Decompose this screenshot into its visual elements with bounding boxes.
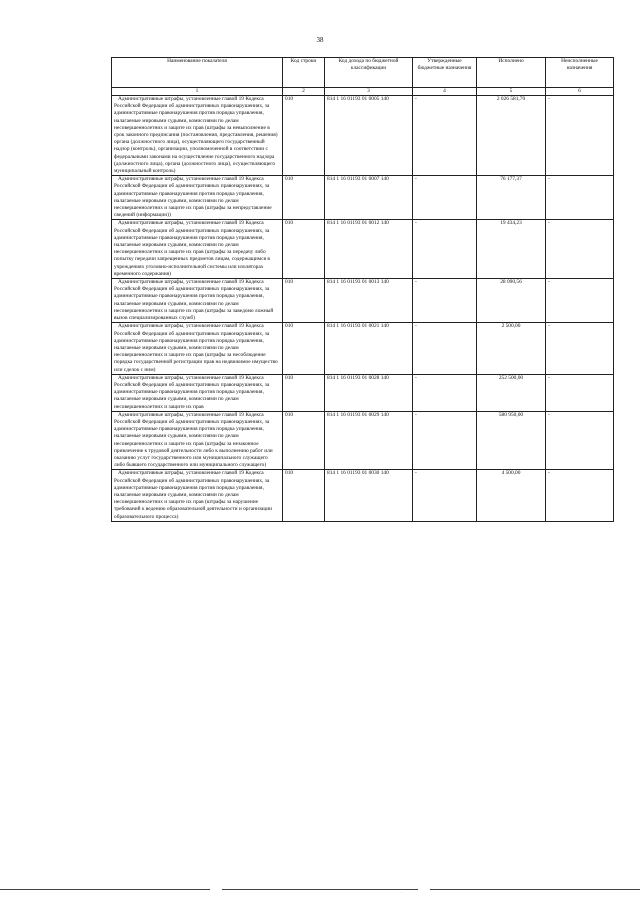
header-row: [112, 58, 614, 88]
executed-value: 4 500,00: [477, 470, 546, 521]
table-row: [112, 411, 614, 470]
footer-rule: [0, 889, 210, 890]
budget-code: 814 1 16 01193 01 0028 140: [325, 374, 413, 411]
line-code: 010: [283, 220, 325, 279]
approved-value: -: [413, 220, 477, 279]
line-code: 010: [283, 96, 325, 176]
executed-value: 76 177,37: [477, 176, 546, 220]
indicator-name: [112, 374, 283, 411]
line-code: 010: [283, 279, 325, 323]
line-code: 010: [283, 176, 325, 220]
budget-code: 814 1 16 01193 01 0012 140: [325, 220, 413, 279]
line-code: 010: [283, 411, 325, 470]
table-row: [112, 279, 614, 323]
approved-value: -: [413, 96, 477, 176]
indicator-text: Административные штрафы, установленные главой 19 Кодекса Российской Федерации об административных правонарушениях, за административные правонарушения против порядка управления, налагаемые мировыми судьями, комиссиями по делам несовершеннолетних и защите их прав (штрафы за незаконное привлечение к трудовой деятельности либо к выполнению работ или оказанию услуг государственного или муниципального служащего либо бывшего государственного или муниципального служащего): [114, 411, 273, 469]
indicator-name: [112, 279, 283, 323]
budget-code: 814 1 16 01193 01 0013 140: [325, 279, 413, 323]
table-row: [112, 374, 614, 411]
budget-code: 814 1 16 01193 01 0007 140: [325, 176, 413, 220]
budget-code: 814 1 16 01193 01 0029 140: [325, 411, 413, 470]
executed-value: 19 434,23: [477, 220, 546, 279]
budget-code: 814 1 16 01193 01 0005 140: [325, 96, 413, 176]
indicator-text: Административные штрафы, установленные главой 19 Кодекса Российской Федерации об административных правонарушениях, за административные правонарушения против порядка управления, налагаемые мировыми судьями, комиссиями по делам несовершеннолетних и защите их прав: [114, 374, 270, 410]
table-row: [112, 220, 614, 279]
executed-value: 252 500,00: [477, 374, 546, 411]
indicator-name: [112, 96, 283, 176]
unexecuted-value: -: [546, 279, 614, 323]
unexecuted-value: -: [546, 176, 614, 220]
executed-value: 2 500,00: [477, 323, 546, 374]
page-footer: [0, 889, 640, 903]
column-number: 2: [283, 88, 325, 96]
approved-value: -: [413, 323, 477, 374]
column-number: 1: [112, 88, 283, 96]
table-row: [112, 96, 614, 176]
approved-value: -: [413, 176, 477, 220]
indicator-name: [112, 220, 283, 279]
executed-value: 580 950,00: [477, 411, 546, 470]
approved-value: -: [413, 470, 477, 521]
income-report-table: [111, 57, 614, 522]
indicator-text: Административные штрафы, установленные главой 19 Кодекса Российской Федерации об административных правонарушениях, за административные правонарушения против порядка управления, налагаемые мировыми судьями, комиссиями по делам несовершеннолетних и защите их прав (штрафы за нарушение требований к ведению образовательной деятельности и организации образовательного процесса): [114, 470, 273, 520]
header-line-code: Код строки: [283, 58, 325, 88]
executed-value: 28 090,56: [477, 279, 546, 323]
unexecuted-value: -: [546, 470, 614, 521]
approved-value: -: [413, 374, 477, 411]
line-code: 010: [283, 470, 325, 521]
footer-mark: · ·: [400, 890, 404, 895]
budget-code: 814 1 16 01193 01 0021 140: [325, 323, 413, 374]
approved-value: -: [413, 411, 477, 470]
indicator-text: Административные штрафы, установленные главой 19 Кодекса Российской Федерации об административных правонарушениях, за административные правонарушения против порядка управления, налагаемые мировыми судьями, комиссиями по делам несовершеннолетних и защите их прав (штрафы за непредставление сведений (информации)): [114, 176, 272, 219]
header-unexecuted: Неисполненные назначения: [546, 58, 614, 88]
line-code: 010: [283, 323, 325, 374]
line-code: 010: [283, 374, 325, 411]
indicator-text: Административные штрафы, установленные главой 19 Кодекса Российской Федерации об административных правонарушениях, за административные правонарушения против порядка управления, налагаемые мировыми судьями, комиссиями по делам несовершеннолетних и защите их прав (штрафы за несоблюдение порядка государственной регистрации прав на недвижимое имущество или сделок с ним): [114, 323, 278, 373]
table-row: [112, 323, 614, 374]
unexecuted-value: -: [546, 323, 614, 374]
column-number: 6: [546, 88, 614, 96]
unexecuted-value: -: [546, 374, 614, 411]
indicator-text: Административные штрафы, установленные главой 19 Кодекса Российской Федерации об административных правонарушениях, за административные правонарушения против порядка управления, налагаемые мировыми судьями, комиссиями по делам несовершеннолетних и защите их прав (штрафы за передачу либо попытку передачи запрещенных предметов лицам, содержащимся в учреждениях уголовно-исполнительной системы или изоляторах временного содержания): [114, 220, 270, 277]
indicator-name: [112, 176, 283, 220]
header-executed: Исполнено: [477, 58, 546, 88]
footer-rule: [222, 889, 418, 890]
indicator-name: [112, 411, 283, 470]
header-budget-code: Код дохода по бюджетной классификации: [325, 58, 413, 88]
header-approved: Утвержденные бюджетные назначения: [413, 58, 477, 88]
column-number: 5: [477, 88, 546, 96]
unexecuted-value: -: [546, 220, 614, 279]
indicator-name: [112, 323, 283, 374]
indicator-text: Административные штрафы, установленные главой 19 Кодекса Российской Федерации об административных правонарушениях, за административные правонарушения против порядка управления, налагаемые мировыми судьями, комиссиями по делам несовершеннолетних и защите их прав (штрафы за невыполнение в срок законного предписания (постановления, представления, решения) органа (должностного лица), осуществляющего государственный надзор (контроль), организации, уполномоченной в соответствии с федеральными законами на осуществление государственного надзора (должностного лица), органа (должностного лица), осуществляющего муниципальный контроль): [114, 96, 278, 175]
executed-value: 2 026 581,70: [477, 96, 546, 176]
indicator-text: Административные штрафы, установленные главой 19 Кодекса Российской Федерации об административных правонарушениях, за административные правонарушения против порядка управления, налагаемые мировыми судьями, комиссиями по делам несовершеннолетних и защите их прав (штрафы за заведомо ложный вызов специализированных служб): [114, 279, 274, 322]
column-number: 4: [413, 88, 477, 96]
indicator-name: [112, 470, 283, 521]
column-number-row: [112, 88, 614, 96]
table-row: [112, 176, 614, 220]
column-number: 3: [325, 88, 413, 96]
unexecuted-value: -: [546, 411, 614, 470]
footer-rule: [430, 889, 640, 890]
approved-value: -: [413, 279, 477, 323]
budget-code: 814 1 16 01193 01 0030 140: [325, 470, 413, 521]
page-number: 38: [316, 36, 324, 44]
header-indicator-name: Наименование показателя: [112, 58, 283, 88]
unexecuted-value: -: [546, 96, 614, 176]
table-row: [112, 470, 614, 521]
